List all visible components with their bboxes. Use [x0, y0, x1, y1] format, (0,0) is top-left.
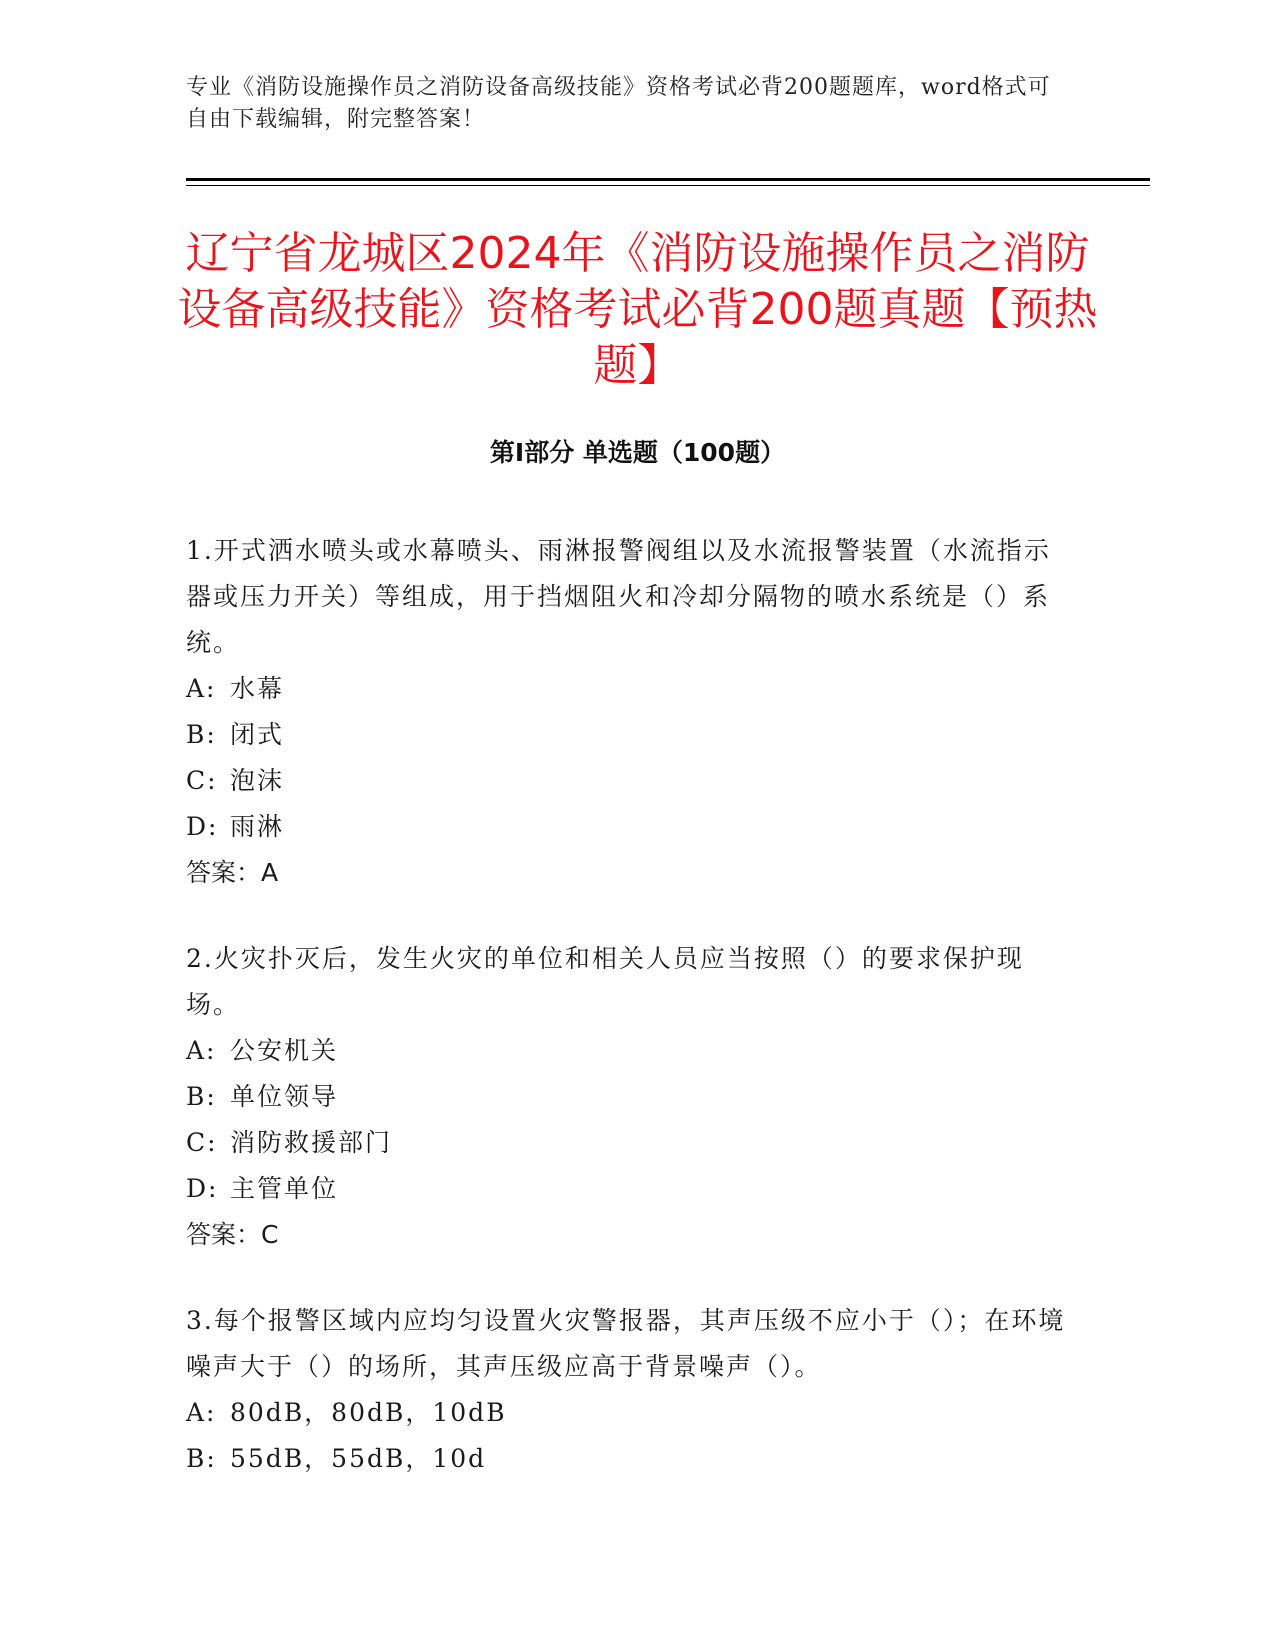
option-letter: C:	[186, 766, 218, 795]
option-letter: C:	[186, 1128, 218, 1157]
option-text: 雨淋	[230, 812, 285, 841]
option-letter: D:	[186, 1174, 219, 1203]
option-letter: B:	[186, 720, 217, 749]
option-text: 泡沫	[230, 766, 285, 795]
option-text: 闭式	[230, 720, 285, 749]
option-a	[186, 1390, 1066, 1436]
header-divider-thick	[186, 178, 1150, 181]
option-text: 公安机关	[230, 1036, 339, 1065]
option-letter: B:	[186, 1444, 217, 1473]
option-letter: D:	[186, 812, 219, 841]
question-3	[186, 1298, 1066, 1482]
answer: 答案：A	[186, 858, 279, 887]
option-letter: A:	[186, 674, 217, 703]
option-a	[186, 666, 1066, 712]
option-b	[186, 1074, 1066, 1120]
question-2	[186, 936, 1066, 1258]
question-1	[186, 528, 1066, 896]
option-d	[186, 804, 1066, 850]
option-c	[186, 758, 1066, 804]
option-b	[186, 1436, 1066, 1482]
option-letter: A:	[186, 1398, 217, 1427]
option-text: 55dB，55dB，10d	[230, 1444, 487, 1473]
option-text: 单位领导	[230, 1082, 339, 1111]
document-title: 辽宁省龙城区2024年《消防设施操作员之消防设备高级技能》资格考试必背200题真题【预热题】	[177, 228, 1098, 391]
header-note: 专业《消防设施操作员之消防设备高级技能》资格考试必背200题题库，word格式可自由下载编辑，附完整答案！	[186, 75, 1051, 132]
option-text: 80dB，80dB，10dB	[230, 1398, 507, 1427]
option-d	[186, 1166, 1066, 1212]
option-c	[186, 1120, 1066, 1166]
header-divider-thin	[186, 185, 1150, 186]
question-stem: 1.开式洒水喷头或水幕喷头、雨淋报警阀组以及水流报警装置（水流指示器或压力开关）等组成，用于挡烟阻火和冷却分隔物的喷水系统是（）系统。	[186, 536, 1051, 657]
option-text: 消防救援部门	[230, 1128, 393, 1157]
answer: 答案：C	[186, 1220, 279, 1249]
option-text: 水幕	[230, 674, 285, 703]
option-text: 主管单位	[230, 1174, 339, 1203]
question-stem: 2.火灾扑灭后，发生火灾的单位和相关人员应当按照（）的要求保护现场。	[186, 944, 1024, 1019]
option-letter: A:	[186, 1036, 217, 1065]
section-heading: 第Ⅰ部分 单选题（100题）	[489, 438, 786, 467]
option-letter: B:	[186, 1082, 217, 1111]
option-b	[186, 712, 1066, 758]
question-stem: 3.每个报警区域内应均匀设置火灾警报器，其声压级不应小于（）；在环境噪声大于（）的场所，其声压级应高于背景噪声（）。	[186, 1306, 1066, 1381]
option-a	[186, 1028, 1066, 1074]
